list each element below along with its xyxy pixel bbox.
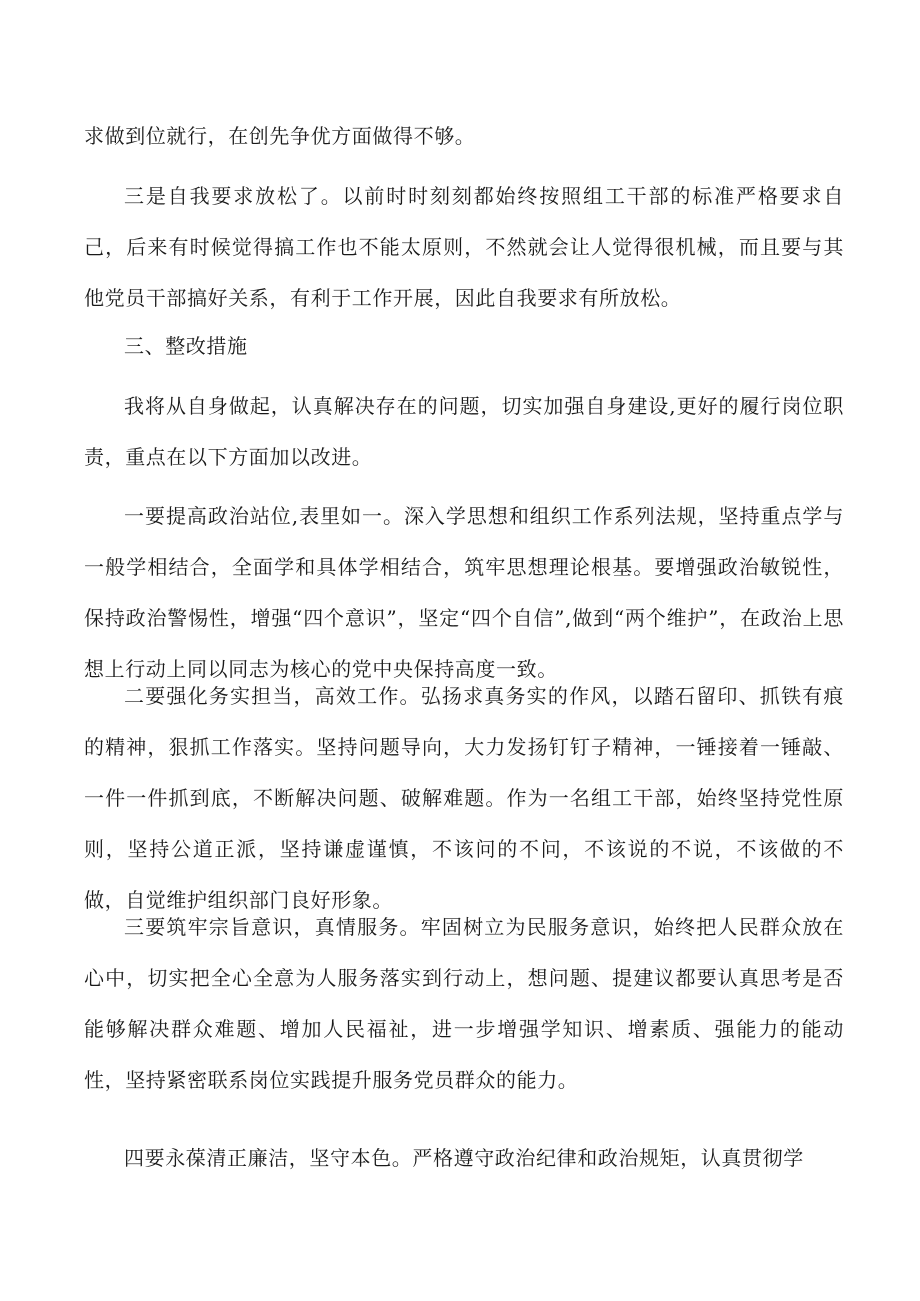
paragraph-intro-measures: 我将从自身做起，认真解决存在的问题，切实加强自身建设,更好的履行岗位职责，重点在以下方面加以改进。 (84, 394, 844, 469)
paragraph-measure-three: 三要筑牢宗旨意识，真情服务。牢固树立为民服务意识，始终把人民群众放在心中，切实把全心全意为人服务落实到行动上，想问题、提建议都要认真思考是否能够解决群众难题、增加人民福祉，进一步增强学知识、增素质、强能力的能动性，坚持紧密联系岗位实践提升服务党员群众的能力。 (84, 915, 844, 1092)
paragraph-self-requirement: 三是自我要求放松了。以前时时刻刻都始终按照组工干部的标准严格要求自己，后来有时候觉得搞工作也不能太原则，不然就会让人觉得很机械，而且要与其他党员干部搞好关系，有利于工作开展，因此自我要求有所放松。 (84, 184, 844, 310)
paragraph-continuation: 求做到位就行，在创先争优方面做得不够。 (84, 124, 476, 148)
paragraph-measure-four: 四要永葆清正廉洁，坚守本色。严格遵守政治纪律和政治规矩，认真贯彻学 (124, 1146, 804, 1170)
section-heading-rectification: 三、整改措施 (124, 334, 248, 358)
paragraph-measure-one: 一要提高政治站位,表里如一。深入学思想和组织工作系列法规，坚持重点学与一般学相结合，全面学和具体学相结合，筑牢思想理论根基。要增强政治敏锐性，保持政治警惕性，增强“四个意识”，坚定“四个自信”,做到“两个维护”，在政治上思想上行动上同以同志为核心的党中央保持高度一致。 (84, 504, 844, 681)
paragraph-measure-two: 二要强化务实担当，高效工作。弘扬求真务实的作风，以踏石留印、抓铁有痕的精神，狠抓工作落实。坚持问题导向，大力发扬钉钉子精神，一锤接着一锤敲、一件一件抓到底，不断解决问题、破解难题。作为一名组工干部，始终坚持党性原则，坚持公道正派，坚持谦虚谨慎，不该问的不问，不该说的不说，不该做的不做，自觉维护组织部门良好形象。 (84, 684, 844, 912)
